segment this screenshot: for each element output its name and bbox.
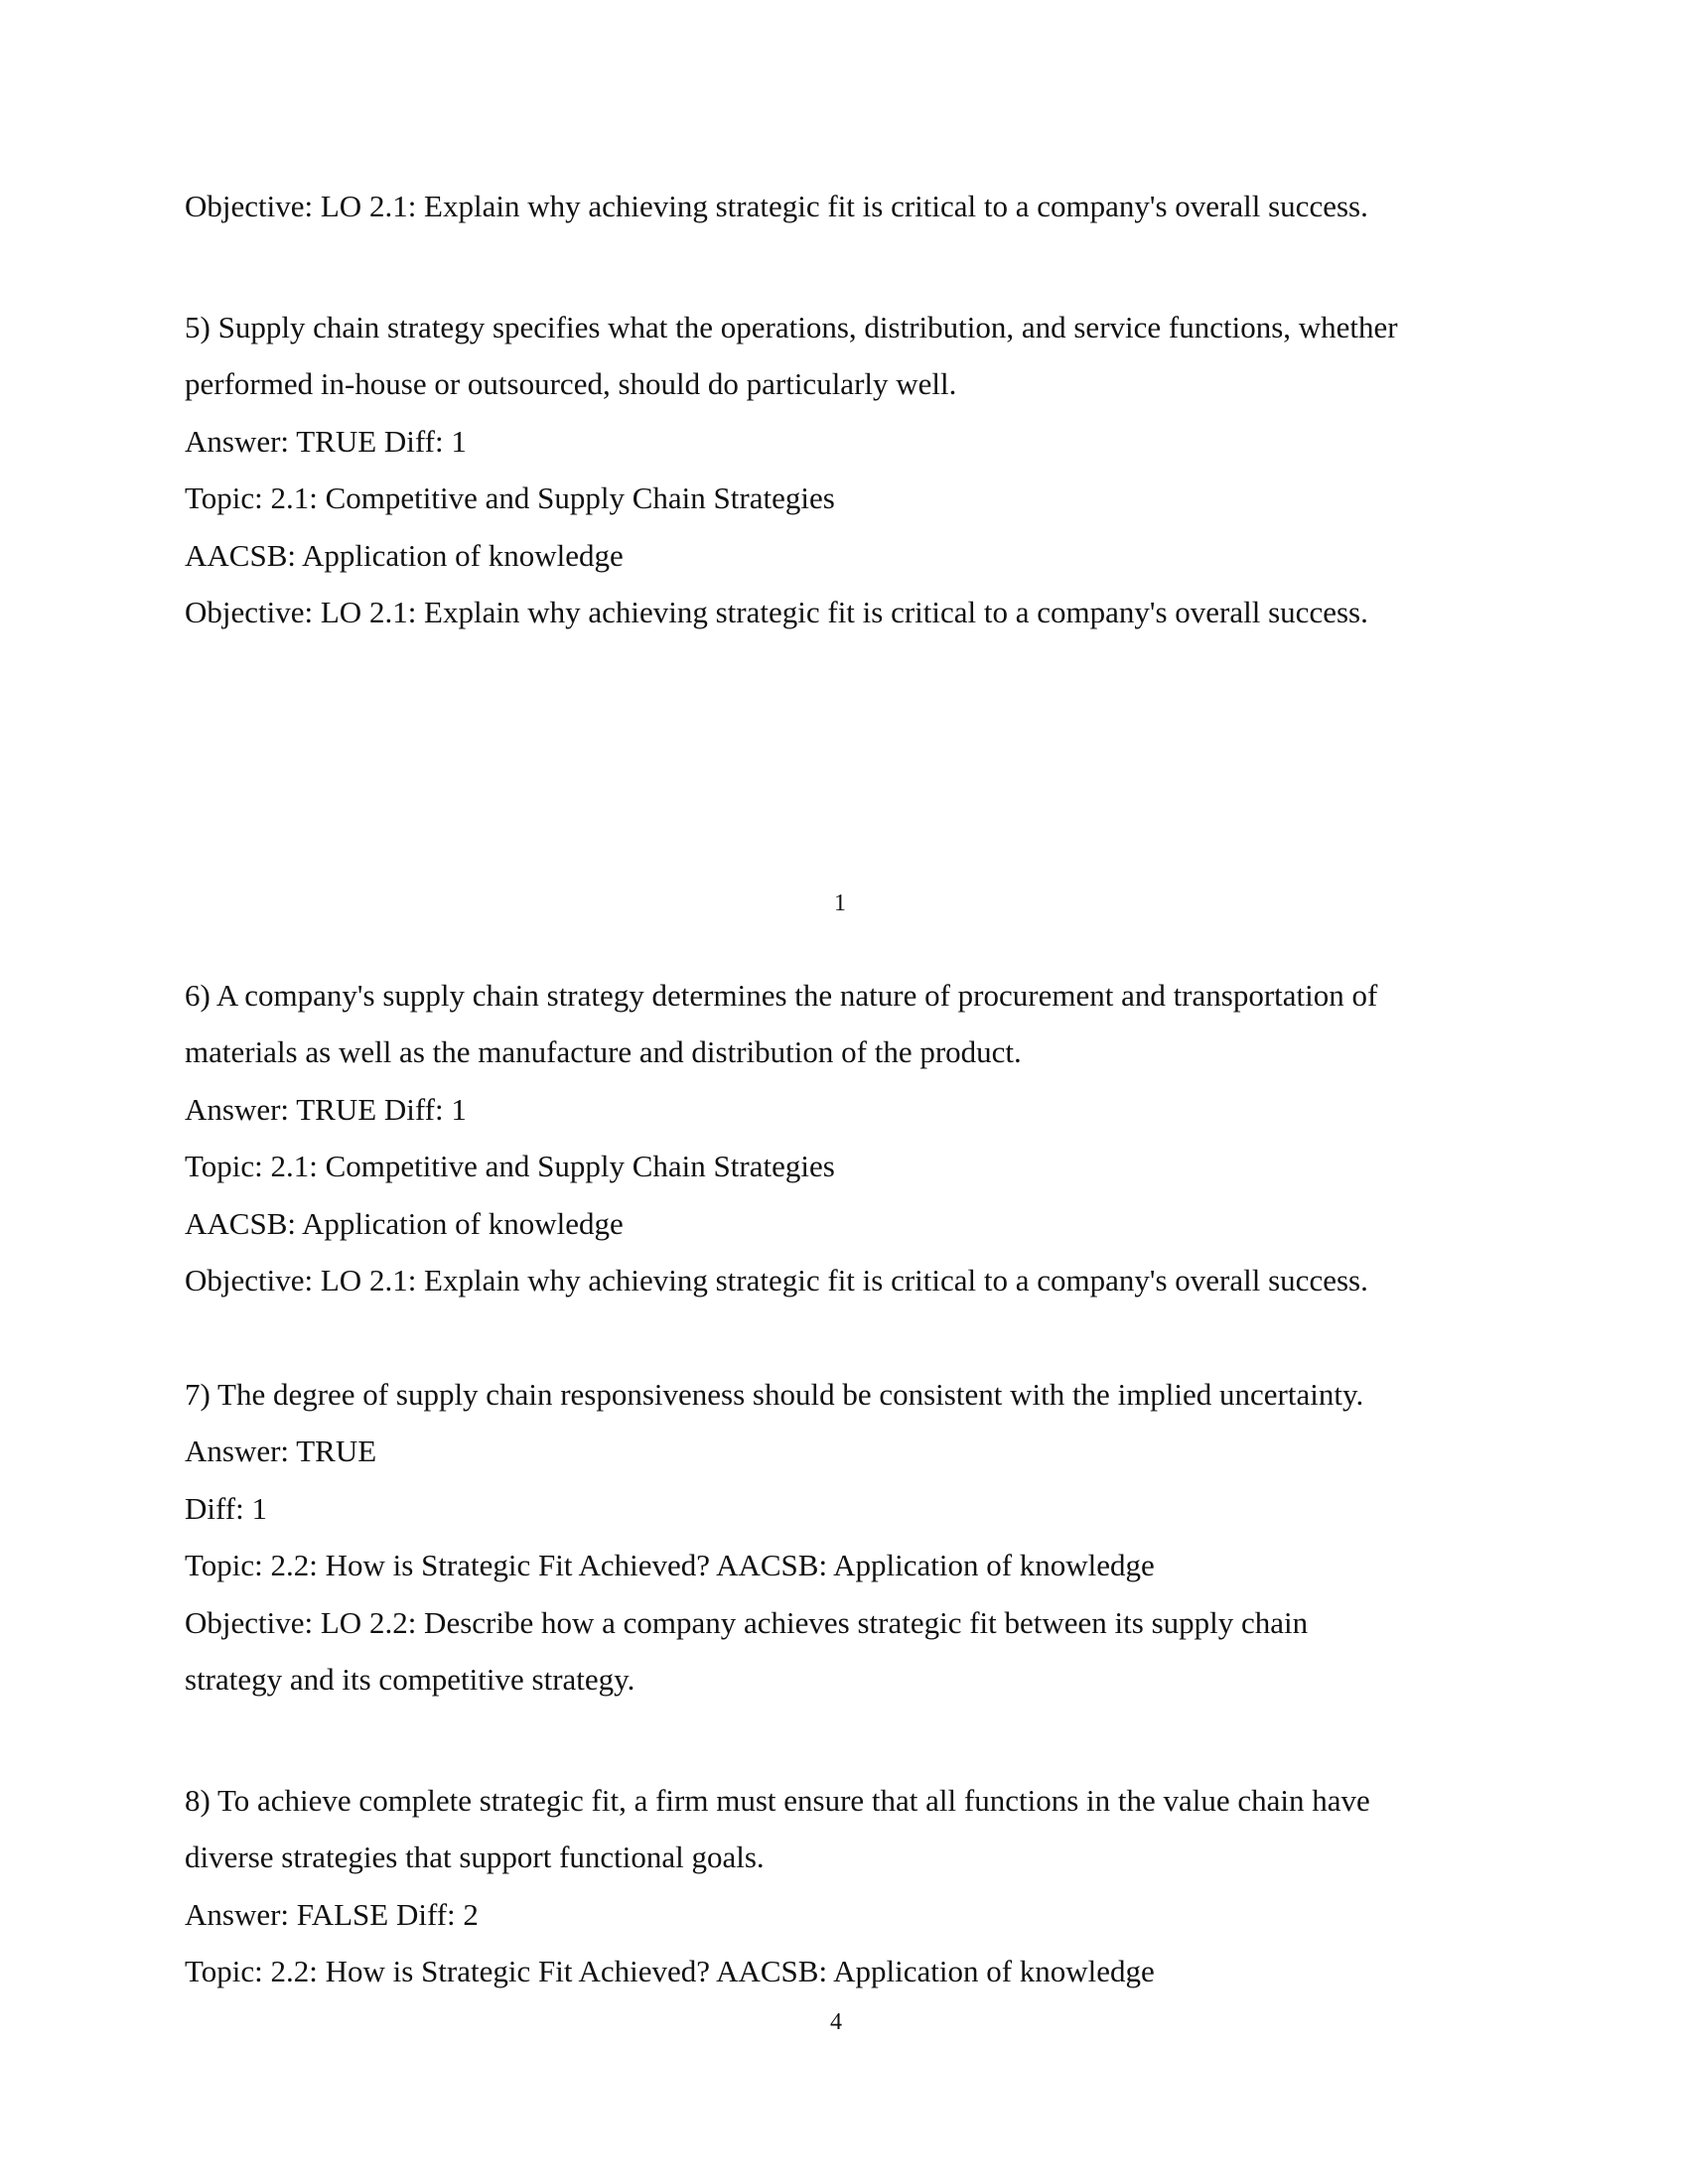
page-number: 1: [834, 890, 846, 916]
question-5-text: 5) Supply chain strategy specifies what the operations, distribution, and service functions, whether: [185, 310, 1398, 344]
diff-line: Diff: 1: [185, 1491, 267, 1526]
question-6-text: 6) A company's supply chain strategy determines the nature of procurement and transportation of: [185, 978, 1378, 1013]
answer-line: Answer: TRUE: [185, 1433, 377, 1468]
objective-line: Objective: LO 2.1: Explain why achieving strategic fit is critical to a company's overall success.: [185, 1263, 1368, 1297]
objective-line: Objective: LO 2.2: Describe how a company achieves strategic fit between its supply chain: [185, 1605, 1309, 1640]
answer-line: Answer: TRUE Diff: 1: [185, 424, 467, 459]
topic-aacsb-line: Topic: 2.2: How is Strategic Fit Achieved? AACSB: Application of knowledge: [185, 1548, 1155, 1582]
page-number: 4: [830, 2009, 842, 2035]
question-8-text-cont: diverse strategies that support functional goals.: [185, 1840, 765, 1874]
aacsb-line: AACSB: Application of knowledge: [185, 1206, 624, 1241]
aacsb-line: AACSB: Application of knowledge: [185, 538, 624, 573]
answer-line: Answer: FALSE Diff: 2: [185, 1897, 479, 1932]
topic-aacsb-line: Topic: 2.2: How is Strategic Fit Achieved? AACSB: Application of knowledge: [185, 1954, 1155, 1988]
question-7-text: 7) The degree of supply chain responsiveness should be consistent with the implied uncertainty.: [185, 1377, 1364, 1412]
question-5-text-cont: performed in-house or outsourced, should do particularly well.: [185, 366, 957, 401]
topic-line: Topic: 2.1: Competitive and Supply Chain Strategies: [185, 1149, 835, 1183]
topic-line: Topic: 2.1: Competitive and Supply Chain Strategies: [185, 480, 835, 515]
objective-line: Objective: LO 2.1: Explain why achieving strategic fit is critical to a company's overall success.: [185, 189, 1368, 223]
objective-line: Objective: LO 2.1: Explain why achieving strategic fit is critical to a company's overall success.: [185, 595, 1368, 629]
question-6-text-cont: materials as well as the manufacture and distribution of the product.: [185, 1034, 1022, 1069]
objective-line-cont: strategy and its competitive strategy.: [185, 1662, 635, 1697]
answer-line: Answer: TRUE Diff: 1: [185, 1092, 467, 1127]
question-8-text: 8) To achieve complete strategic fit, a firm must ensure that all functions in the value chain have: [185, 1783, 1370, 1818]
